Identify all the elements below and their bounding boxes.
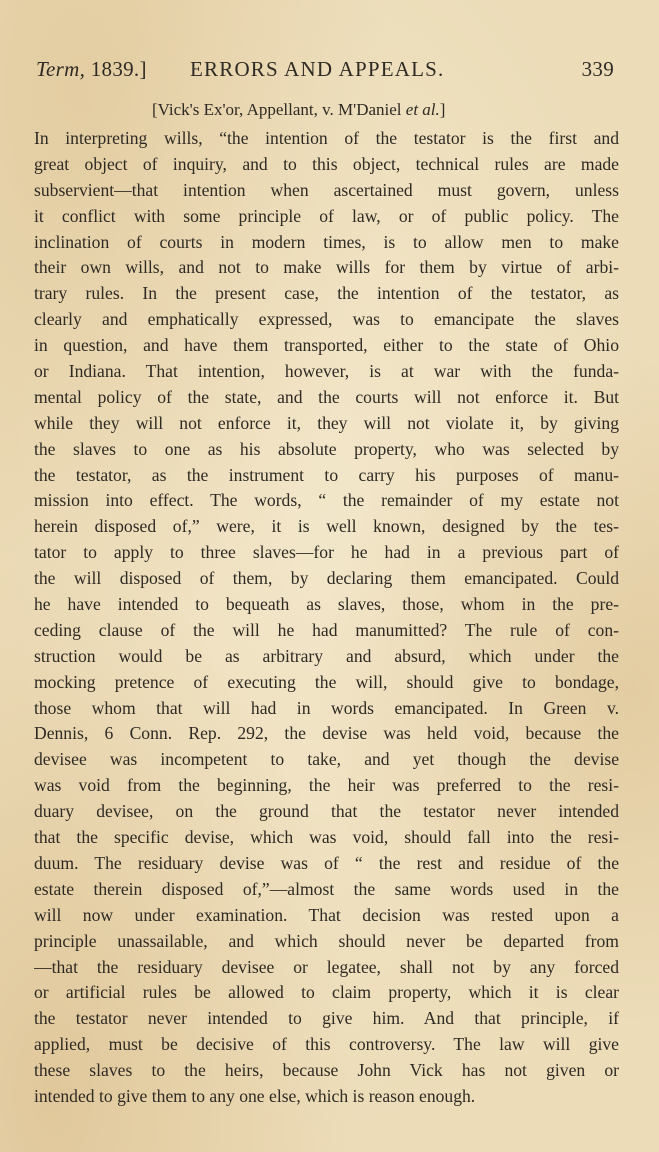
text-line: mental policy of the state, and the courts will not enforce it. But — [34, 386, 619, 407]
case-etal: et al. — [405, 100, 440, 119]
text-line: mission into effect. The words, “ the remainder of my estate not — [34, 490, 619, 511]
text-line: subservient—that intention when ascertained must govern, unless — [34, 179, 619, 200]
case-close-bracket: ] — [439, 100, 446, 119]
text-line: these slaves to the heirs, because John Vick has not given or — [34, 1060, 619, 1081]
text-line: principle unassailable, and which should never be departed from — [34, 930, 619, 951]
text-line: it conflict with some principle of law, or of public policy. The — [34, 205, 619, 226]
running-head — [36, 57, 616, 87]
text-line: or Indiana. That intention, however, is at war with the funda- — [34, 361, 619, 382]
text-line: mocking pretence of executing the will, should give to bondage, — [34, 671, 619, 692]
text-line: the testator never intended to give him. And that principle, if — [34, 1008, 619, 1029]
text-line: clearly and emphatically expressed, was to emancipate the slaves — [34, 309, 619, 330]
text-line: while they will not enforce it, they will not violate it, by giving — [34, 412, 619, 433]
page-number: 339 — [581, 57, 614, 81]
case-parties: [Vick's Ex'or, Appellant, v. M'Daniel — [152, 100, 402, 119]
text-line: great object of inquiry, and to this object, technical rules are made — [34, 153, 619, 174]
text-line: the will disposed of them, by declaring them emancipated. Could — [34, 568, 619, 589]
text-line: those whom that will had in words emancipated. In Green v. — [34, 697, 619, 718]
case-caption — [152, 100, 445, 120]
text-line: Dennis, 6 Conn. Rep. 292, the devise was held void, because the — [34, 723, 619, 744]
text-line: he have intended to bequeath as slaves, those, whom in the pre- — [34, 594, 619, 615]
text-line: herein disposed of,” were, it is well known, designed by the tes- — [34, 516, 619, 537]
text-line: will now under examination. That decision was rested upon a — [34, 904, 619, 925]
text-line: tator to apply to three slaves—for he had in a previous part of — [34, 542, 619, 563]
text-line: ceding clause of the will he had manumitted? The rule of con- — [34, 619, 619, 640]
text-line: intended to give them to any one else, which is reason enough. — [34, 1085, 476, 1106]
text-line: the slaves to one as his absolute property, who was selected by — [34, 438, 619, 459]
page-title: ERRORS AND APPEALS. — [190, 57, 445, 81]
text-line: devisee was incompetent to take, and yet though the devise — [34, 749, 619, 770]
body-text — [34, 126, 619, 1110]
text-line: estate therein disposed of,”—almost the same words used in the — [34, 878, 619, 899]
text-line: inclination of courts in modern times, is to allow men to make — [34, 231, 619, 252]
text-line: applied, must be decisive of this controversy. The law will give — [34, 1034, 619, 1055]
text-line: —that the residuary devisee or legatee, shall not by any forced — [34, 956, 619, 977]
text-line: trary rules. In the present case, the intention of the testator, as — [34, 283, 619, 304]
text-line: the testator, as the instrument to carry his purposes of manu- — [34, 464, 619, 485]
text-line: struction would be as arbitrary and absurd, which under the — [34, 645, 619, 666]
text-line: in question, and have them transported, either to the state of Ohio — [34, 335, 619, 356]
text-line: duum. The residuary devise was of “ the rest and residue of the — [34, 852, 619, 873]
text-line: their own wills, and not to make wills for them by virtue of arbi- — [34, 257, 619, 278]
text-line: In interpreting wills, “the intention of the testator is the first and — [34, 128, 619, 148]
text-line: or artificial rules be allowed to claim property, which it is clear — [34, 982, 619, 1003]
term-label: Term, 1839.] — [36, 57, 147, 81]
text-line: duary devisee, on the ground that the testator never intended — [34, 801, 619, 822]
text-line: that the specific devise, which was void, should fall into the resi- — [34, 827, 619, 848]
text-line: was void from the beginning, the heir was preferred to the resi- — [34, 775, 619, 796]
